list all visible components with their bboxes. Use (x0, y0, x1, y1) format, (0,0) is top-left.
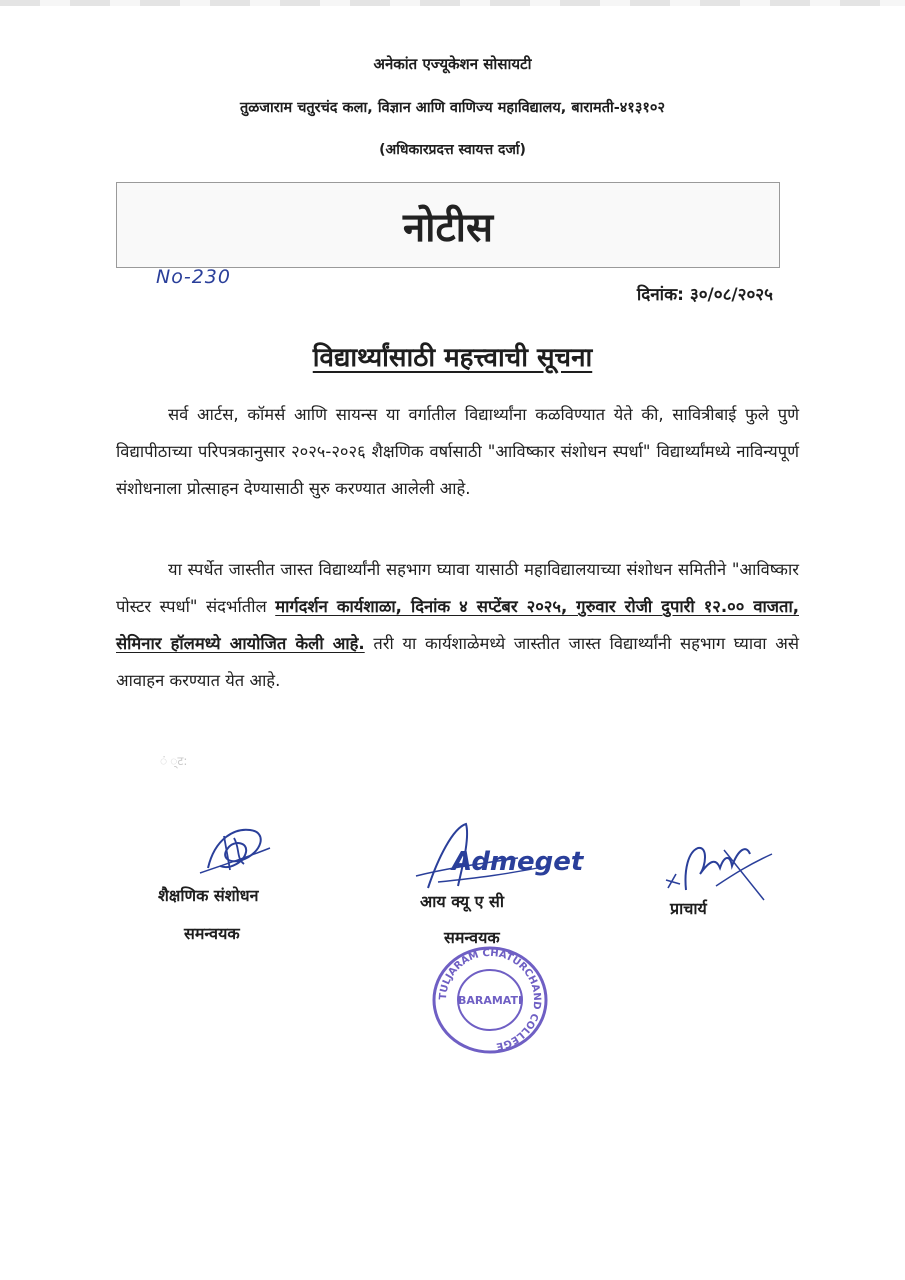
signatory-1-line2: समन्वयक (184, 924, 240, 943)
notice-title-box (116, 182, 780, 268)
body-paragraph-1: सर्व आर्टस, कॉमर्स आणि सायन्स या वर्गातील विद्यार्थ्यांना कळविण्यात येते की, सावित्रीबाई फुले पुणे विद्यापीठाच्या परिपत्रकानुसार २०२५-२०२६ शैक्षणिक वर्षासाठी "आविष्कार संशोधन स्पर्धा" विद्यार्थ्यांमध्ये नाविन्यपूर्ण संशोधनाला प्रोत्साहन देण्यासाठी सुरु करण्यात आलेली आहे. (116, 405, 799, 498)
workshop-details-highlight: मार्गदर्शन कार्यशाळा, दिनांक ४ सप्टेंबर २०२५, गुरुवार रोजी दुपारी १२.०० वाजता, सेमिनार हॉलमध्ये आयोजित केली आहे. (116, 597, 799, 653)
paragraph-2-end: तरी या कार्यशाळेमध्ये जास्तीत जास्त विद्यार्थ्यांनी सहभाग घ्यावा असे आवाहन करण्यात येत आहे. (116, 634, 799, 690)
signatory-2-line1: आय क्यू ए सी (420, 892, 504, 911)
stamp-center-text: BARAMATI (457, 994, 523, 1007)
organization-name: अनेकांत एज्यूकेशन सोसायटी (373, 55, 532, 73)
signature-academic-research (190, 818, 280, 888)
notice-date: दिनांक: ३०/०८/२०२५ (636, 285, 773, 305)
stamp-ring-text: TULJARAM CHATURCHAND COLLEGE (437, 947, 543, 1052)
notice-title: नोटीस (402, 204, 494, 251)
scan-edge (0, 0, 905, 6)
faint-mark: ं ्ट: (160, 754, 188, 768)
autonomous-status: (अधिकारप्रदत्त स्वायत्त दर्जा) (379, 142, 526, 158)
college-stamp (430, 944, 550, 1056)
notice-heading (0, 338, 905, 374)
iqac-signature-text: Admeget (452, 847, 584, 877)
signatory-3-line1: प्राचार्य (670, 899, 707, 918)
body-paragraph-2 (116, 551, 799, 699)
signatory-1-line1: शैक्षणिक संशोधन (158, 886, 259, 905)
paragraph-2-start: या स्पर्धेत जास्तीत जास्त विद्यार्थ्यांनी सहभाग घ्यावा यासाठी महाविद्यालयाच्या संशोधन समितीने "आविष्कार पोस्टर स्पर्धा" संदर्भातील (116, 560, 799, 616)
signatory-2-line2: समन्वयक (444, 928, 500, 947)
handwritten-notice-number: No-230 (156, 266, 231, 288)
notice-heading-text: विद्यार्थ्यांसाठी महत्त्वाची सूचना (312, 343, 593, 373)
signature-iqac (408, 818, 584, 898)
college-name: तुळजाराम चतुरचंद कला, विज्ञान आणि वाणिज्य महाविद्यालय, बारामती-४१३१०२ (239, 100, 666, 116)
